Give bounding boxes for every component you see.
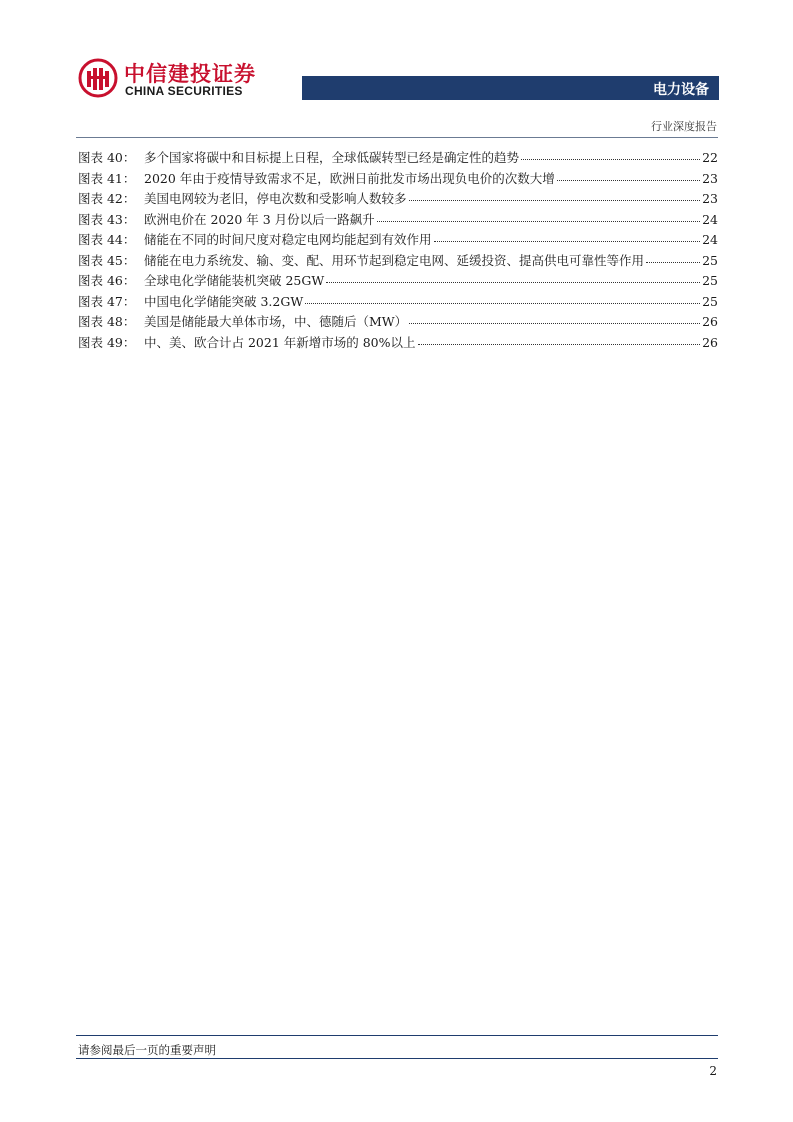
toc-entry[interactable]	[78, 169, 718, 190]
toc-entry-title: 中、美、欧合计占 2021 年新增市场的 80%以上	[144, 334, 416, 350]
toc-entry-label: 图表 44：	[78, 232, 136, 247]
toc-leader-dots	[521, 149, 700, 160]
header-divider	[76, 137, 718, 138]
footer-divider-bottom	[76, 1058, 718, 1059]
toc-leader-dots	[305, 293, 700, 304]
toc-entry-page: 26	[702, 314, 718, 329]
toc-entry-page: 25	[702, 293, 718, 309]
toc-entry-title: 美国是储能最大单体市场，中、德随后（MW）	[144, 314, 408, 329]
toc-entry-page: 23	[702, 170, 718, 186]
toc-entry-page: 25	[702, 273, 718, 288]
section-title: 电力设备	[653, 82, 709, 98]
toc-entry-title: 储能在不同的时间尺度对稳定电网均能起到有效作用	[144, 232, 432, 247]
footer-divider	[76, 1035, 718, 1036]
figure-index-list	[78, 148, 718, 353]
toc-entry-title: 美国电网较为老旧，停电次数和受影响人数较多	[144, 191, 407, 206]
logo-english-name: CHINA SECURITIES	[125, 84, 243, 98]
toc-entry-title: 中国电化学储能突破 3.2GW	[144, 293, 304, 309]
disclaimer-note: 请参阅最后一页的重要声明	[78, 1043, 216, 1057]
toc-entry-label: 图表 49：	[78, 334, 136, 350]
toc-entry-page: 23	[702, 191, 718, 206]
toc-leader-dots	[377, 211, 700, 222]
toc-entry-label: 图表 43：	[78, 211, 136, 227]
toc-entry-page: 22	[702, 150, 718, 165]
toc-entry-title: 欧洲电价在 2020 年 3 月份以后一路飙升	[144, 211, 375, 227]
toc-entry-title: 2020 年由于疫情导致需求不足，欧洲日前批发市场出现负电价的次数大增	[144, 170, 555, 186]
toc-entry[interactable]	[78, 189, 718, 210]
company-logo	[78, 58, 258, 102]
citic-logo-icon	[78, 58, 118, 98]
toc-entry-page: 24	[702, 232, 718, 247]
toc-entry-label: 图表 47：	[78, 293, 136, 309]
toc-leader-dots	[434, 231, 701, 242]
toc-entry[interactable]	[78, 210, 718, 231]
toc-entry-label: 图表 40：	[78, 150, 136, 165]
toc-entry-title: 全球电化学储能装机突破 25GW	[144, 273, 325, 288]
toc-entry[interactable]	[78, 230, 718, 251]
toc-entry-page: 24	[702, 211, 718, 227]
toc-leader-dots	[646, 252, 700, 263]
toc-entry[interactable]	[78, 251, 718, 272]
toc-entry-label: 图表 48：	[78, 314, 136, 329]
toc-leader-dots	[409, 190, 701, 201]
toc-leader-dots	[326, 272, 700, 283]
toc-leader-dots	[557, 170, 700, 181]
page-number: 2	[709, 1064, 717, 1078]
toc-entry-label: 图表 45：	[78, 252, 136, 268]
toc-entry[interactable]	[78, 312, 718, 333]
logo-chinese-name: 中信建投证券	[124, 62, 256, 86]
toc-leader-dots	[418, 334, 701, 345]
toc-entry[interactable]	[78, 148, 718, 169]
toc-entry-page: 26	[702, 334, 718, 350]
toc-entry-label: 图表 42：	[78, 191, 136, 206]
toc-leader-dots	[409, 313, 700, 324]
toc-entry[interactable]	[78, 271, 718, 292]
toc-entry-label: 图表 41：	[78, 170, 136, 186]
toc-entry-page: 25	[702, 252, 718, 268]
toc-entry-label: 图表 46：	[78, 273, 136, 288]
toc-entry-title: 多个国家将碳中和目标提上日程，全球低碳转型已经是确定性的趋势	[144, 150, 520, 165]
toc-entry[interactable]	[78, 333, 718, 354]
toc-entry[interactable]	[78, 292, 718, 313]
report-type: 行业深度报告	[651, 120, 717, 133]
section-banner	[302, 76, 719, 100]
toc-entry-title: 储能在电力系统发、输、变、配、用环节起到稳定电网、延缓投资、提高供电可靠性等作用	[144, 252, 645, 268]
